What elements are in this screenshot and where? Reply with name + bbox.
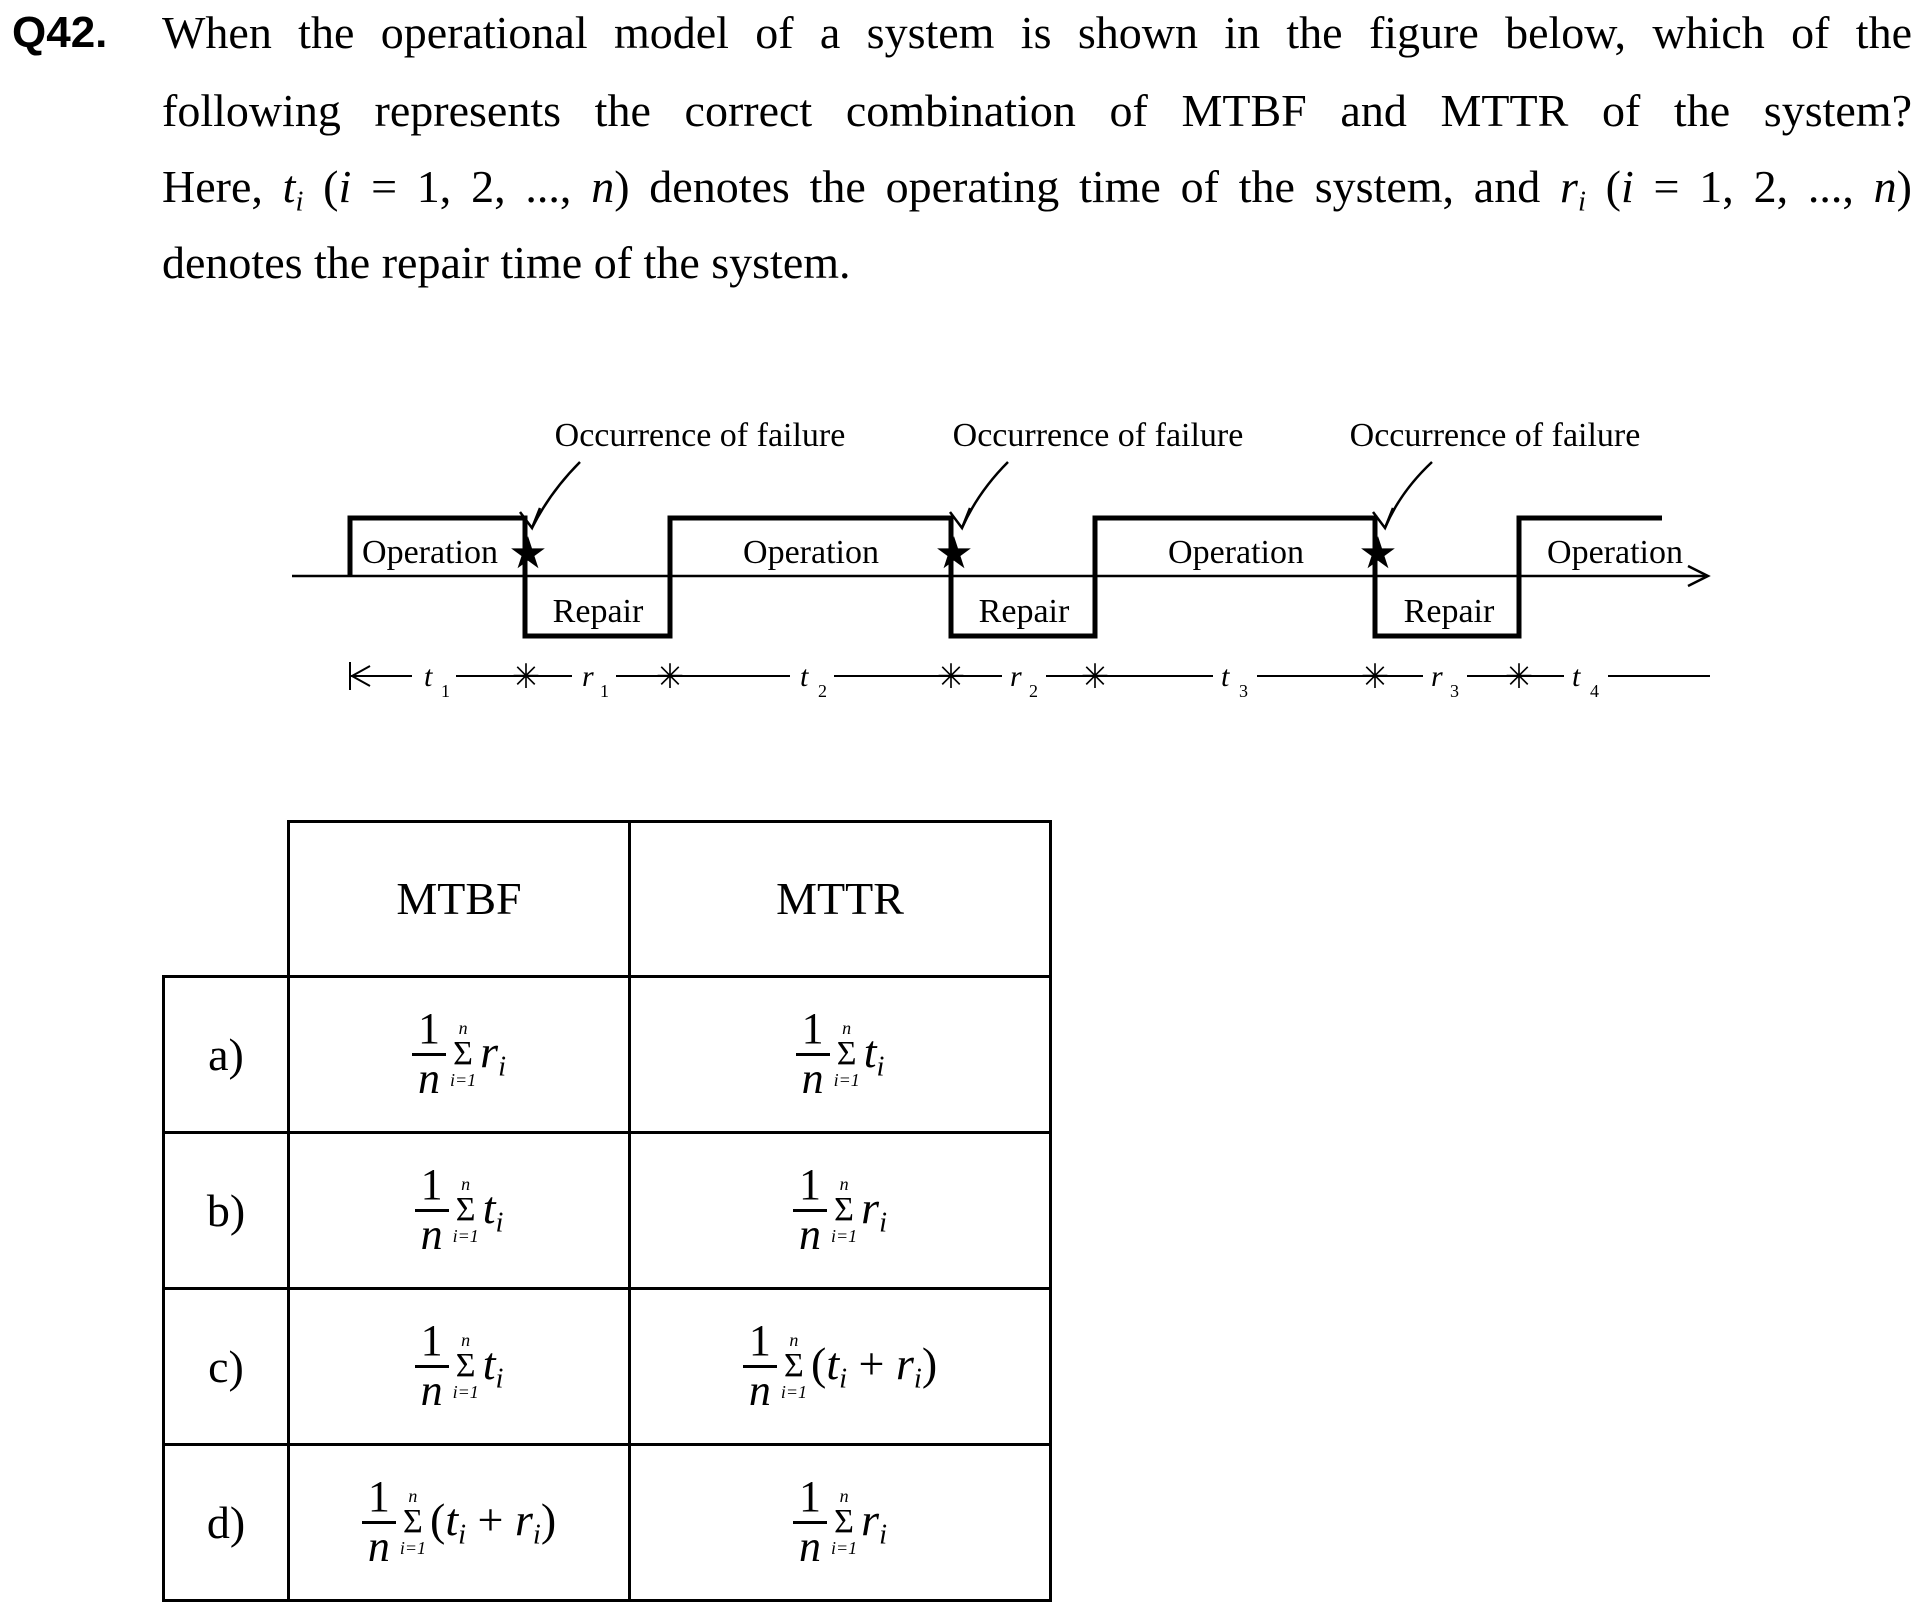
option-row-b[interactable]	[164, 1132, 1051, 1288]
summation: n Σ i=1	[450, 1018, 477, 1090]
q3-text-d: (	[1585, 161, 1621, 212]
q3-text-e: )	[1896, 161, 1912, 212]
interval-t-idx-1: 1	[441, 681, 450, 701]
interval-t-idx-3: 3	[1239, 681, 1248, 701]
interval-t-sym-4: t	[1572, 660, 1581, 693]
interval-t-sym-1: t	[424, 660, 433, 693]
option-label-d[interactable]: d)	[164, 1444, 289, 1600]
repair-label-2: Repair	[978, 593, 1070, 630]
option-row-c[interactable]	[164, 1288, 1051, 1444]
interval-r-idx-3: 3	[1450, 681, 1459, 701]
operation-label-4: Operation	[1547, 534, 1683, 571]
term: $r_i$	[480, 1025, 506, 1083]
interval-t-sym-3: t	[1221, 660, 1230, 693]
option-c-mtbf	[289, 1288, 630, 1444]
svg-text:✳: ✳	[936, 659, 966, 696]
option-b-mttr	[630, 1132, 1051, 1288]
interval-r-idx-1: 1	[600, 681, 609, 701]
q3-range-n-1: n	[591, 161, 615, 212]
option-label-b[interactable]: b)	[164, 1132, 289, 1288]
q3-range-vals-2: = 1, 2, ...,	[1633, 161, 1874, 212]
question-line-2: following represents the correct combination of MTBF and MTTR of the system?	[162, 85, 1912, 136]
q3-range-i-1: i	[338, 161, 352, 212]
option-a-mttr	[630, 976, 1051, 1132]
fraction: $\frac{1}{n}$	[793, 1474, 827, 1569]
term: $t_i$	[863, 1025, 885, 1083]
term: $t_i$	[482, 1337, 504, 1395]
failure-label-3: Occurrence of failure	[1349, 417, 1641, 454]
q3-range-n-2: n	[1873, 161, 1897, 212]
fraction: $\frac{1}{n}$	[743, 1318, 777, 1413]
header-mttr: MTTR	[630, 822, 1051, 977]
fraction: $\frac{1}{n}$	[796, 1006, 830, 1101]
summation: n Σ i=1	[831, 1486, 858, 1558]
option-b-mtbf	[289, 1132, 630, 1288]
option-a-mtbf	[289, 976, 630, 1132]
header-blank-cell	[164, 822, 289, 977]
summation: n Σ i=1	[831, 1174, 858, 1246]
failure-star-2: ★	[934, 529, 974, 578]
operation-timeline-diagram	[0, 0, 1919, 800]
question-line-4: denotes the repair time of the system.	[162, 237, 851, 288]
term: $(t_i + r_i)$	[810, 1337, 938, 1395]
option-label-a[interactable]: a)	[164, 976, 289, 1132]
term: $r_i$	[861, 1493, 887, 1551]
header-mtbf: MTBF	[289, 822, 630, 977]
option-d-mttr	[630, 1444, 1051, 1600]
option-row-a[interactable]	[164, 976, 1051, 1132]
repair-label-1: Repair	[552, 593, 644, 630]
interval-t-idx-2: 2	[818, 681, 827, 701]
q3-text-a: Here,	[162, 161, 283, 212]
q3-text-b: (	[303, 161, 339, 212]
summation: n Σ i=1	[780, 1330, 807, 1402]
operation-label-1: Operation	[362, 534, 498, 571]
failure-arrow-3	[1385, 462, 1432, 528]
option-label-c[interactable]: c)	[164, 1288, 289, 1444]
failure-star-3: ★	[1358, 529, 1398, 578]
q3-range-i-2: i	[1620, 161, 1634, 212]
fraction: $\frac{1}{n}$	[362, 1474, 396, 1569]
q3-text-c: ) denotes the operating time of the system, and	[614, 161, 1561, 212]
summation: n Σ i=1	[452, 1174, 479, 1246]
interval-t-idx-4: 4	[1590, 681, 1599, 701]
interval-r-sym-1: r	[582, 660, 594, 693]
failure-label-2: Occurrence of failure	[952, 417, 1244, 454]
table-header-row	[164, 822, 1051, 977]
svg-text:✳: ✳	[1504, 659, 1534, 696]
summation: n Σ i=1	[452, 1330, 479, 1402]
operation-label-3: Operation	[1168, 534, 1304, 571]
question-number: Q42.	[12, 8, 108, 57]
question-line-1: When the operational model of a system is shown in the figure below, which of the	[162, 7, 1912, 58]
interval-t-sym-2: t	[800, 660, 809, 693]
term: $(t_i + r_i)$	[429, 1493, 557, 1551]
svg-text:✳: ✳	[511, 659, 541, 696]
option-row-d[interactable]	[164, 1444, 1051, 1600]
q3-sub-i-2: i	[1577, 186, 1586, 218]
failure-star-1: ★	[508, 529, 548, 578]
failure-arrow-1	[532, 462, 580, 528]
summation: n Σ i=1	[399, 1486, 426, 1558]
interval-r-sym-2: r	[1010, 660, 1022, 693]
fraction: $\frac{1}{n}$	[415, 1318, 449, 1413]
repair-label-3: Repair	[1403, 593, 1495, 630]
option-d-mtbf	[289, 1444, 630, 1600]
interval-r-sym-3: r	[1431, 660, 1443, 693]
q3-range-vals-1: = 1, 2, ...,	[351, 161, 592, 212]
interval-r-idx-2: 2	[1029, 681, 1038, 701]
q3-var-t: t	[282, 161, 296, 212]
summation: n Σ i=1	[833, 1018, 860, 1090]
svg-text:✳: ✳	[655, 659, 685, 696]
term: $t_i$	[482, 1181, 504, 1239]
svg-text:✳: ✳	[1360, 659, 1390, 696]
failure-arrow-2	[962, 462, 1008, 528]
failure-label-1: Occurrence of failure	[554, 417, 846, 454]
svg-text:✳: ✳	[1080, 659, 1110, 696]
fraction: $\frac{1}{n}$	[793, 1162, 827, 1257]
q3-var-r: r	[1560, 161, 1578, 212]
answer-options-table	[162, 820, 1052, 1602]
fraction: $\frac{1}{n}$	[412, 1006, 446, 1101]
term: $r_i$	[861, 1181, 887, 1239]
option-c-mttr	[630, 1288, 1051, 1444]
fraction: $\frac{1}{n}$	[415, 1162, 449, 1257]
q3-sub-i-1: i	[295, 186, 304, 218]
operation-label-2: Operation	[743, 534, 879, 571]
